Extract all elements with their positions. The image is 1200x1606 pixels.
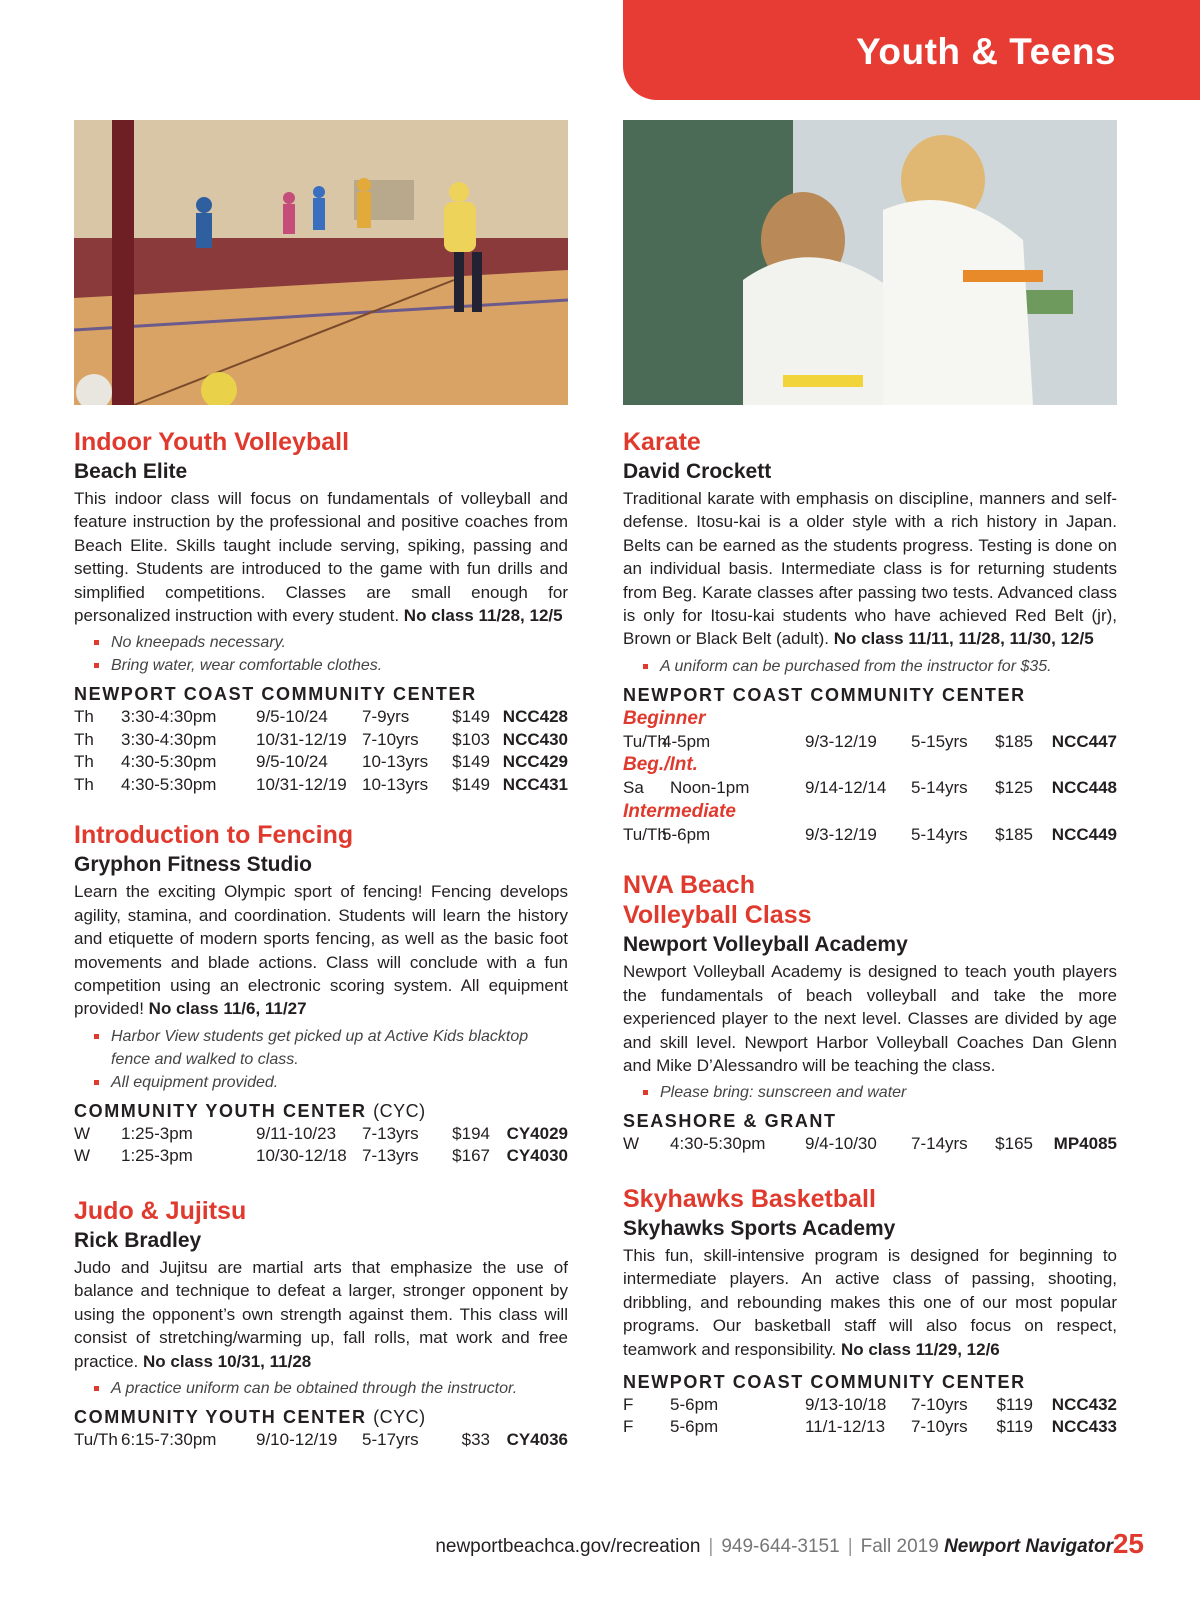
section-heading: NVA Beach Volleyball Class bbox=[623, 871, 812, 930]
note-item: All equipment provided. bbox=[94, 1071, 568, 1094]
location-heading: COMMUNITY YOUTH CENTER (CYC) bbox=[74, 1406, 426, 1427]
notes-list bbox=[623, 1081, 1117, 1104]
page-number: 25 bbox=[1112, 1528, 1144, 1559]
schedule-row: Tu/Th 6:15-7:30pm 9/10-12/19 5-17yrs $33 CY4036 bbox=[74, 1429, 568, 1449]
phone-number: 949-644-3151 bbox=[721, 1536, 840, 1557]
schedule-table bbox=[74, 1123, 568, 1168]
schedule-table bbox=[623, 1133, 1117, 1156]
note-item: Bring water, wear comfortable clothes. bbox=[94, 654, 568, 677]
provider-name: Gryphon Fitness Studio bbox=[74, 853, 313, 877]
section-heading: Introduction to Fencing bbox=[74, 821, 354, 850]
level-label: Intermediate bbox=[623, 800, 736, 822]
volleyball-section bbox=[74, 427, 568, 796]
judo-section bbox=[74, 1196, 568, 1452]
location-heading: NEWPORT COAST COMMUNITY CENTER bbox=[74, 684, 477, 705]
schedule-row: Sa Noon-1pm 9/14-12/14 5-14yrs $125 NCC448 bbox=[623, 778, 1117, 798]
page-footer: newportbeachca.gov/recreation | 949-644-3151 | Fall 2019 Newport Navigator bbox=[435, 1536, 1113, 1557]
class-description: Judo and Jujitsu are martial arts that emphasize the use of balance and technique to defeat a larger, stronger opponent by using the opponent’s own strength against them. This class will consist of stretching/warming up, fall rolls, mat work and free practice. No class 10/31, 11/28 bbox=[74, 1257, 568, 1371]
provider-name: Rick Bradley bbox=[74, 1228, 202, 1252]
magazine-name: Newport Navigator bbox=[944, 1536, 1113, 1557]
level-label: Beg./Int. bbox=[623, 754, 698, 776]
schedule-table bbox=[74, 706, 568, 796]
class-description: Traditional karate with emphasis on discipline, manners and self-defense. Itosu-kai is a older style with a rich history in Japan. Belts can be earned as the students progress. Testing is done on an individual basis. Intermediate class is for returning students from Beg. Karate classes after passing two tests. Advanced class is only for Itosu-kai students who have achieved Red Belt (jr), Brown or Black Belt (adult). No class 11/11, 11/28, 11/30, 12/5 bbox=[623, 489, 1117, 649]
location-heading: NEWPORT COAST COMMUNITY CENTER bbox=[623, 684, 1026, 705]
right-column bbox=[623, 427, 1117, 1455]
no-class-note: No class 11/11, 11/28, 11/30, 12/5 bbox=[833, 629, 1094, 649]
section-heading: Skyhawks Basketball bbox=[623, 1184, 876, 1213]
volleyball-gym-photo bbox=[74, 120, 568, 405]
provider-name: David Crockett bbox=[623, 460, 772, 483]
schedule-row: F 5-6pm 11/1-12/13 7-10yrs $119 NCC433 bbox=[623, 1417, 1117, 1437]
schedule-row: W 1:25-3pm 9/11-10/23 7-13yrs $194 CY4029 bbox=[74, 1123, 568, 1143]
no-class-note: No class 10/31, 11/28 bbox=[142, 1351, 312, 1371]
no-class-note: No class 11/6, 11/27 bbox=[148, 999, 307, 1019]
schedule-row: Tu/Th 5-6pm 9/3-12/19 5-14yrs $185 NCC449 bbox=[623, 824, 1117, 844]
no-class-note: No class 11/29, 12/6 bbox=[840, 1339, 1000, 1359]
provider-name: Skyhawks Sports Academy bbox=[623, 1216, 896, 1240]
section-heading: Judo & Jujitsu bbox=[74, 1196, 247, 1225]
website-link[interactable]: newportbeachca.gov/recreation bbox=[435, 1536, 701, 1557]
section-title: Youth & Teens bbox=[855, 31, 1116, 72]
note-item: Harbor View students get picked up at Active Kids blacktop fence and walked to class. bbox=[94, 1025, 568, 1071]
nva-volleyball-section bbox=[623, 870, 1117, 1156]
class-description: This fun, skill-intensive program is designed for beginning to intermediate players. An active class of passing, shooting, dribbling, and rebounding makes this one of our most popular programs. Our basketball staff will also focus on respect, teamwork and responsibility. No class 11/29, 12/6 bbox=[623, 1245, 1117, 1359]
note-item: A practice uniform can be obtained through the instructor. bbox=[94, 1377, 568, 1400]
location-heading: SEASHORE & GRANT bbox=[623, 1111, 837, 1132]
fencing-section bbox=[74, 820, 568, 1167]
provider-name: Beach Elite bbox=[74, 460, 188, 483]
no-class-note: No class 11/28, 12/5 bbox=[403, 606, 563, 626]
season-label: Fall 2019 bbox=[860, 1536, 939, 1557]
schedule-row: W 4:30-5:30pm 9/4-10/30 7-14yrs $165 MP4085 bbox=[623, 1134, 1117, 1154]
provider-name: Newport Volleyball Academy bbox=[623, 933, 908, 957]
schedule-row: Th 4:30-5:30pm 9/5-10/24 10-13yrs $149 NCC429 bbox=[74, 752, 568, 772]
location-heading: COMMUNITY YOUTH CENTER (CYC) bbox=[74, 1100, 426, 1121]
notes-list bbox=[74, 1025, 568, 1094]
schedule-row: W 1:25-3pm 10/30-12/18 7-13yrs $167 CY4030 bbox=[74, 1146, 568, 1166]
schedule-table bbox=[74, 1429, 568, 1452]
schedule-row: Tu/Th 4-5pm 9/3-12/19 5-15yrs $185 NCC447 bbox=[623, 731, 1117, 751]
note-item: A uniform can be purchased from the instructor for $35. bbox=[643, 655, 1117, 678]
schedule-row: Th 4:30-5:30pm 10/31-12/19 10-13yrs $149 NCC431 bbox=[74, 774, 568, 794]
note-item: No kneepads necessary. bbox=[94, 631, 568, 654]
schedule-row: Th 3:30-4:30pm 10/31-12/19 7-10yrs $103 NCC430 bbox=[74, 729, 568, 749]
schedule-row: F 5-6pm 9/13-10/18 7-10yrs $119 NCC432 bbox=[623, 1394, 1117, 1414]
section-heading: Indoor Youth Volleyball bbox=[74, 428, 350, 456]
level-label: Beginner bbox=[623, 707, 706, 729]
schedule-table bbox=[623, 1394, 1117, 1439]
section-tab bbox=[623, 0, 1200, 100]
notes-list bbox=[623, 655, 1117, 678]
notes-list bbox=[74, 631, 568, 677]
schedule-table bbox=[623, 707, 1117, 847]
note-item: Please bring: sunscreen and water bbox=[643, 1081, 1117, 1104]
karate-kids-photo bbox=[623, 120, 1117, 405]
left-column bbox=[74, 427, 568, 1467]
class-description: Learn the exciting Olympic sport of fencing! Fencing develops agility, stamina, and coordination. Students will learn the history and etiquette of modern sports fencing, as well as the basic foot movements and blade actions. Class will conclude with a fun competition using an electronic scoring system. All equipment provided! No class 11/6, 11/27 bbox=[74, 882, 568, 1019]
section-heading: Karate bbox=[623, 428, 701, 456]
location-heading: NEWPORT COAST COMMUNITY CENTER bbox=[623, 1371, 1026, 1392]
class-description: Newport Volleyball Academy is designed to teach youth players the fundamentals of beach volleyball and take the more experienced player to the next level. Classes are divided by age and skill level. Newport Harbor Volleyball Coaches Dan Glenn and Mike D’Alessandro will be teaching the class. bbox=[623, 962, 1117, 1075]
basketball-section bbox=[623, 1184, 1117, 1439]
karate-section bbox=[623, 427, 1117, 846]
notes-list bbox=[74, 1377, 568, 1400]
schedule-row: Th 3:30-4:30pm 9/5-10/24 7-9yrs $149 NCC428 bbox=[74, 707, 568, 727]
class-description: This indoor class will focus on fundamentals of volleyball and feature instruction by the professional and positive coaches from Beach Elite. Skills taught include serving, spiking, passing and setting. Students are introduced to the game with fun drills and simplified competitions. Classes are small enough for personalized instruction with every student. No class 11/28, 12/5 bbox=[74, 489, 568, 626]
